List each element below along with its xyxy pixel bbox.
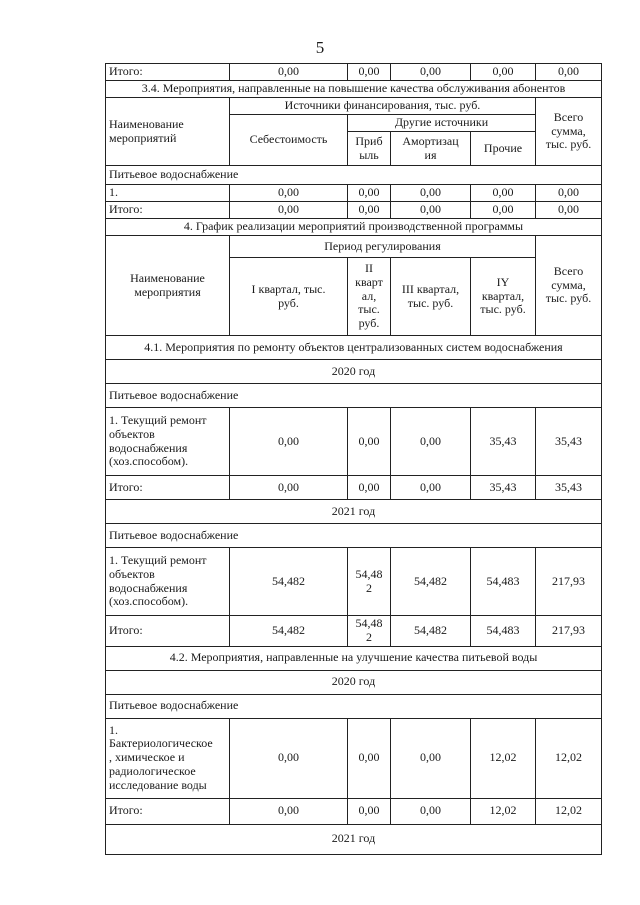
value-cell: 0,00 [471, 64, 536, 81]
total-label: Итого: [106, 616, 230, 647]
value-cell: 0,00 [348, 718, 391, 798]
year-row [106, 360, 602, 384]
year-label: 2021 год [106, 500, 602, 524]
value-cell: 35,43 [471, 476, 536, 500]
section-title-row [106, 646, 602, 670]
group-label: Питьевое водоснабжение [106, 166, 602, 185]
table-row [106, 476, 602, 500]
table-row [106, 718, 602, 798]
group-row [106, 524, 602, 548]
value-cell: 0,00 [348, 798, 391, 824]
value-cell: 12,02 [536, 718, 602, 798]
value-cell: 0,00 [348, 476, 391, 500]
year-row [106, 824, 602, 854]
year-label: 2020 год [106, 360, 602, 384]
value-cell: 0,00 [391, 408, 471, 476]
year-label: 2021 год [106, 824, 602, 854]
row-label: 1. Текущий ремонт объектов водоснабжения (хоз.способом). [106, 408, 230, 476]
value-cell: 0,00 [536, 64, 602, 81]
section-title-row [106, 81, 602, 98]
header-cost: Себестоимость [230, 115, 348, 166]
group-row [106, 384, 602, 408]
value-cell: 0,00 [536, 202, 602, 219]
value-cell: 0,00 [348, 408, 391, 476]
value-cell: 54,48 2 [348, 548, 391, 616]
group-row [106, 694, 602, 718]
value-cell: 0,00 [536, 185, 602, 202]
header-total: Всего сумма, тыс. руб. [536, 98, 602, 166]
value-cell: 54,482 [391, 548, 471, 616]
value-cell: 0,00 [391, 202, 471, 219]
value-cell: 54,483 [471, 548, 536, 616]
value-cell: 0,00 [230, 408, 348, 476]
value-cell: 0,00 [230, 64, 348, 81]
value-cell: 217,93 [536, 548, 602, 616]
table-row [106, 548, 602, 616]
value-cell: 0,00 [230, 798, 348, 824]
header-name: Наименование мероприятий [106, 98, 230, 166]
table-row [106, 64, 602, 81]
header-other: Другие источники [348, 115, 536, 132]
header-total: Всего сумма, тыс. руб. [536, 236, 602, 336]
group-label: Питьевое водоснабжение [106, 694, 602, 718]
header-amort: Амортизац ия [391, 132, 471, 166]
value-cell: 0,00 [348, 185, 391, 202]
year-row [106, 670, 602, 694]
section-title-row [106, 219, 602, 236]
program-table [105, 63, 602, 855]
value-cell: 54,483 [471, 616, 536, 647]
value-cell: 12,02 [471, 798, 536, 824]
table-row [106, 408, 602, 476]
value-cell: 0,00 [471, 202, 536, 219]
value-cell: 0,00 [391, 476, 471, 500]
value-cell: 0,00 [471, 185, 536, 202]
value-cell: 12,02 [471, 718, 536, 798]
value-cell: 0,00 [391, 718, 471, 798]
value-cell: 35,43 [471, 408, 536, 476]
value-cell: 0,00 [230, 476, 348, 500]
year-label: 2020 год [106, 670, 602, 694]
header-row [106, 98, 602, 115]
value-cell: 0,00 [391, 64, 471, 81]
table-row [106, 798, 602, 824]
header-sources: Источники финансирования, тыс. руб. [230, 98, 536, 115]
page-number: 5 [315, 38, 325, 57]
total-label: Итого: [106, 798, 230, 824]
section-title-row [106, 336, 602, 360]
total-label: Итого: [106, 202, 230, 219]
total-label: Итого: [106, 64, 230, 81]
group-label: Питьевое водоснабжение [106, 384, 602, 408]
value-cell: 54,48 2 [348, 616, 391, 647]
header-period: Период регулирования [230, 236, 536, 258]
value-cell: 0,00 [348, 202, 391, 219]
value-cell: 54,482 [391, 616, 471, 647]
row-label: 1. Текущий ремонт объектов водоснабжения (хоз.способом). [106, 548, 230, 616]
header-q1: I квартал, тыс. руб. [230, 258, 348, 336]
row-label: 1. [106, 185, 230, 202]
value-cell: 35,43 [536, 408, 602, 476]
value-cell: 0,00 [391, 185, 471, 202]
table-row [106, 185, 602, 202]
value-cell: 54,482 [230, 548, 348, 616]
value-cell: 0,00 [348, 64, 391, 81]
header-q4: IY квартал, тыс. руб. [471, 258, 536, 336]
header-name: Наименование мероприятия [106, 236, 230, 336]
value-cell: 35,43 [536, 476, 602, 500]
header-profit: Приб ыль [348, 132, 391, 166]
total-label: Итого: [106, 476, 230, 500]
table-row [106, 202, 602, 219]
value-cell: 54,482 [230, 616, 348, 647]
value-cell: 217,93 [536, 616, 602, 647]
section-title: 4.2. Мероприятия, направленные на улучшение качества питьевой воды [106, 646, 602, 670]
group-label: Питьевое водоснабжение [106, 524, 602, 548]
header-q3: III квартал, тыс. руб. [391, 258, 471, 336]
table-row [106, 616, 602, 647]
value-cell: 0,00 [230, 185, 348, 202]
header-row [106, 236, 602, 258]
value-cell: 0,00 [391, 798, 471, 824]
section-title: 4. График реализации мероприятий производственной программы [106, 219, 602, 236]
year-row [106, 500, 602, 524]
value-cell: 0,00 [230, 202, 348, 219]
header-misc: Прочие [471, 132, 536, 166]
section-title: 4.1. Мероприятия по ремонту объектов централизованных систем водоснабжения [106, 336, 602, 360]
section-title: 3.4. Мероприятия, направленные на повышение качества обслуживания абонентов [106, 81, 602, 98]
value-cell: 12,02 [536, 798, 602, 824]
header-q2: II кварт ал, тыс. руб. [348, 258, 391, 336]
row-label: 1. Бактериологическое , химическое и радиологическое исследование воды [106, 718, 230, 798]
group-row [106, 166, 602, 185]
value-cell: 0,00 [230, 718, 348, 798]
